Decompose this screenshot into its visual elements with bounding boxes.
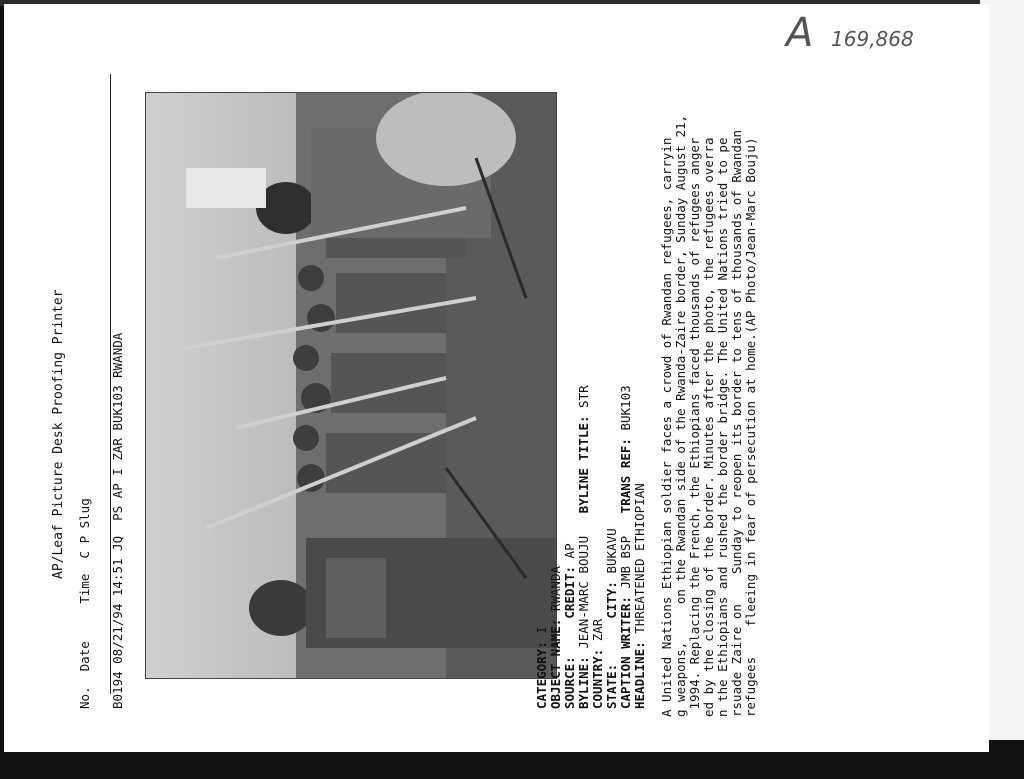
meta-byline: BYLINE: JEAN-MARC BOUJU BYLINE TITLE: STR (576, 385, 591, 709)
caption-line: 1994. Replacing the French, the Ethiopians faced thousands of refugees anger (687, 137, 702, 717)
meta-category: CATEGORY: I (534, 626, 549, 709)
photo-icon (146, 93, 556, 678)
caption-line: ed by the closing of the border. Minutes after the photo, the refugees overra (701, 137, 716, 717)
meta-headline: HEADLINE: THREATENED ETHIOPIAN (632, 483, 647, 709)
news-photo (145, 92, 557, 679)
header-record: B0194 08/21/94 14:51 JQ PS AP I ZAR BUK103 RWANDA (110, 332, 125, 709)
caption-line: g weapons, on the Rwandan side of the Rwanda-Zaire border, Sunday August 21, (673, 114, 688, 717)
handwritten-letter: A (786, 10, 816, 56)
caption-line: A United Nations Ethiopian soldier faces a crowd of Rwandan refugees, carryin (659, 137, 674, 717)
meta-state-city: STATE: CITY: BUKAVU (604, 528, 619, 709)
handwritten-number: 169,868 (831, 27, 914, 51)
meta-source-credit: SOURCE: CREDIT: AP (562, 543, 577, 709)
caption-line: n the Ethiopians and rushed the border bridge. The United Nations tried to pe (715, 137, 730, 717)
meta-caption-writer: CAPTION WRITER: JMB BSP TRANS REF: BUK103 (618, 385, 633, 709)
printer-title: AP/Leaf Picture Desk Proofing Printer (51, 289, 66, 579)
caption-line: refugees fleeing in fear of persecution at home.(AP Photo/Jean-Marc Bouju) (743, 137, 758, 717)
caption-line: rsuade Zaire on Sunday to reopen its border to tens of thousands of Rwandan (729, 130, 744, 717)
meta-object-name: OBJECT NAME: RWANDA (548, 566, 563, 709)
meta-country: COUNTRY: ZAR (590, 618, 605, 709)
header-columns: No. Date Time C P Slug (77, 498, 92, 709)
